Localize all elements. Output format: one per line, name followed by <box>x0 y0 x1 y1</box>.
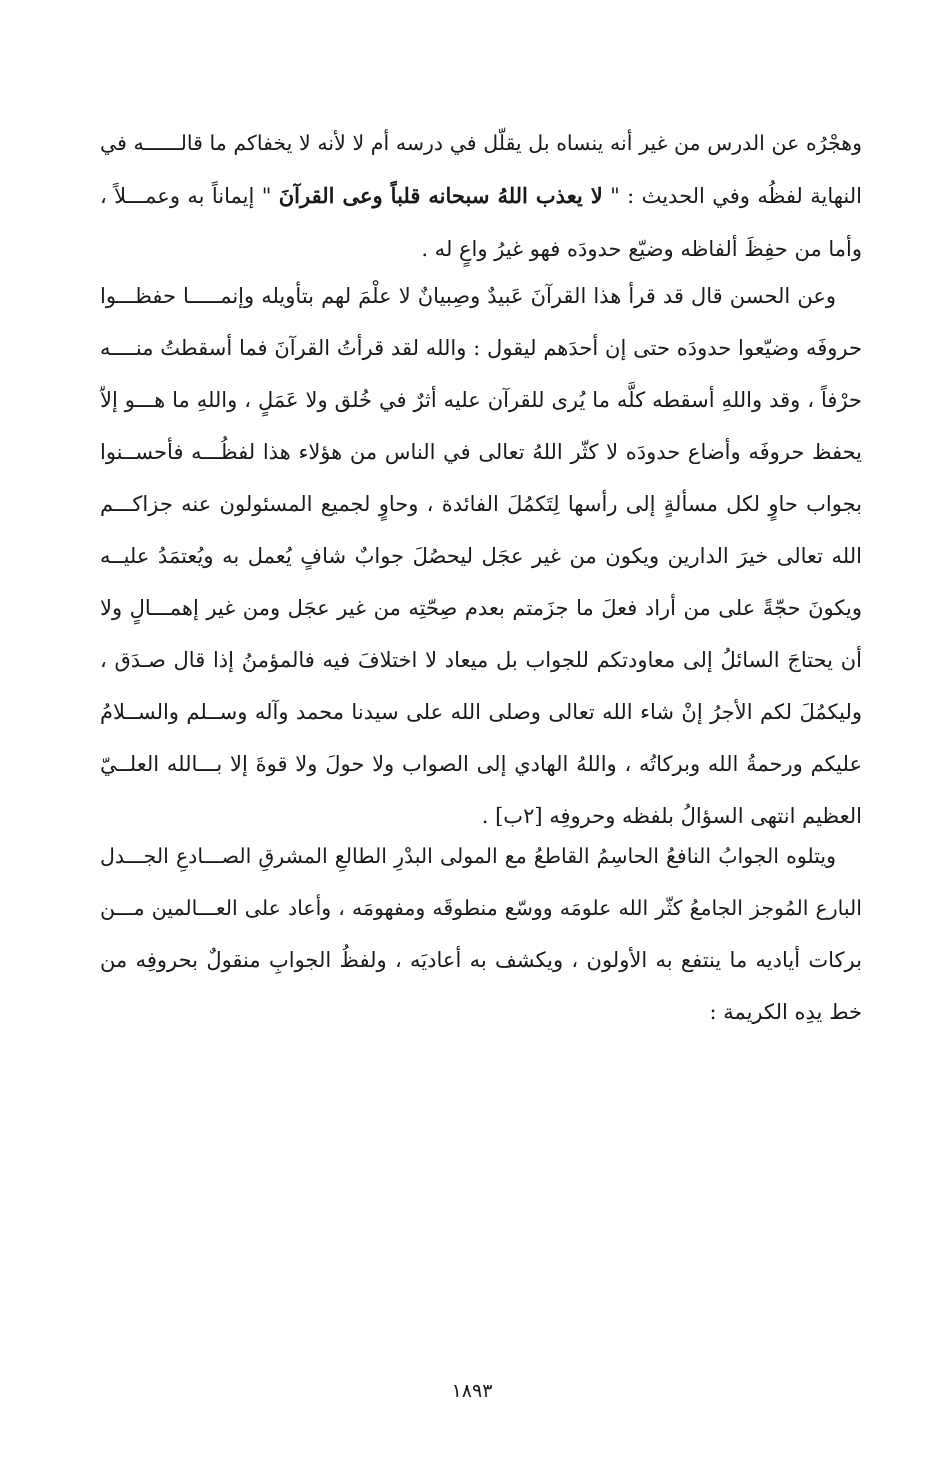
text-line: وليكمُلَ لكم الأجرُ إنْ شاء الله تعالى وصلى الله على سيدنا محمد وآله وســلم والســلامُ <box>100 700 862 724</box>
page-number: ١٨٩٣ <box>451 1380 493 1402</box>
text-line: عليكم ورحمةُ الله وبركاتُه ، واللهُ الهادي إلى الصواب ولا حولَ ولا قوةَ إلا بـــالله العلــيّ <box>100 752 862 776</box>
text-line: وأما من حفِظَ ألفاظه وضيّع حدودَه فهو غيرُ واعٍ له . <box>421 237 862 261</box>
text-line: الله تعالى خيرَ الدارين ويكون من غير عجَل ليحصُلَ جوابٌ شافٍ يُعمل به ويُعتمَدُ عليــه <box>100 544 862 568</box>
text-line: وعن الحسن قال قد قرأ هذا القرآنَ عَبيدٌ وصِبيانٌ لا علْمَ لهم بتأويله وإنمـــــا حفظـــوا <box>100 284 836 308</box>
text-line: أن يحتاجَ السائلُ إلى معاودتكم للجواب بل ميعاد لا اختلافَ فيه فالمؤمنُ إذا قال صـدَق ، <box>100 648 862 672</box>
text-line: ويكونَ حجّةً على من أراد فعلَ ما جزَمتم بعدم صِحّتِه من غير عجَل ومن غير إهمـــالٍ ولا <box>100 596 862 620</box>
text-line: خط يدِه الكريمة : <box>709 1000 862 1024</box>
text-line: البارع المُوجز الجامعُ كثّر الله علومَه ووسّع منطوقَه ومفهومَه ، وأعاد على العـــالمين مـــن <box>100 896 862 920</box>
text-line: بجواب حاوٍ لكل مسألةٍ إلى رأسها لِتَكمُلَ الفائدة ، وحاوٍ لجميع المسئولون عنه جزاكـــم <box>100 492 862 516</box>
text-line: حروفَه وضيّعوا حدودَه حتى إن أحدَهم ليقول : والله لقد قرأتُ القرآنَ فما أسقطتُ منــــه <box>100 336 862 360</box>
hadith-intro: النهاية لفظُه وفي الحديث : " <box>602 184 862 208</box>
text-line: ويتلوه الجوابُ النافعُ الحاسِمُ القاطعُ مع المولى البدْرِ الطالعِ المشرقِ الصـــادعِ الجـــدل <box>100 844 836 868</box>
hadith-outro: " إيماناً به وعمـــلاً ، <box>100 184 279 208</box>
text-line-with-hadith <box>100 176 862 216</box>
text-line: العظيم انتهى السؤالُ بلفظه وحروفِه [٢ب] . <box>481 804 862 828</box>
text-line: يحفظ حروفَه وأضاع حدودَه لا كثّر اللهُ تعالى في الناس من هؤلاء هذا لفظُـــه فأحســنوا <box>100 440 862 464</box>
hadith-quote: لا يعذب اللهُ سبحانه قلباً وعى القرآنَ <box>278 183 603 208</box>
text-line: حرْفاً ، وقد واللهِ أسقطه كلَّه ما يُرى للقرآن عليه أثرٌ في خُلق ولا عَمَلٍ ، واللهِ ما هـــو إلاّ <box>100 388 862 412</box>
text-line: وهجْرُه عن الدرس من غير أنه ينساه بل يقلّل في درسه أم لا لأنه لا يخفاكم ما قالــــــه في <box>100 131 862 155</box>
text-line: بركات أياديه ما ينتفع به الأولون ، ويكشف به أعاديَه ، ولفظُ الجوابِ منقولٌ بحروفِه من <box>100 948 862 972</box>
